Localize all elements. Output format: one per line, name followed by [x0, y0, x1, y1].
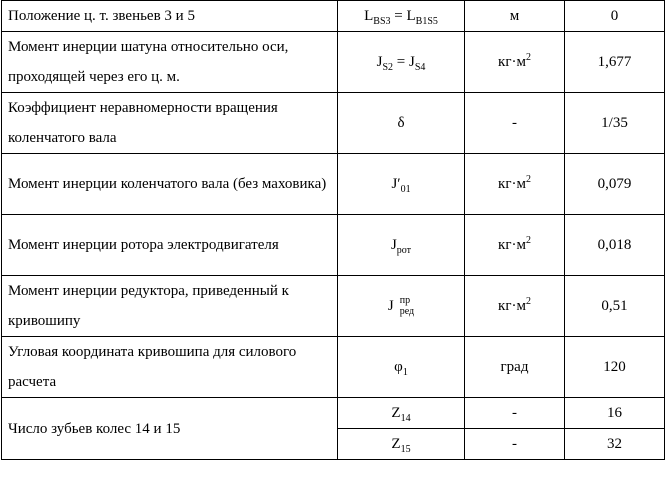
- table-row: [2, 398, 665, 429]
- param-value: 0,018: [565, 215, 665, 276]
- table-row: [2, 215, 665, 276]
- param-name: Число зубьев колес 14 и 15: [2, 398, 338, 460]
- param-value: 0: [565, 1, 665, 32]
- param-value: 0,079: [565, 154, 665, 215]
- table-row: [2, 276, 665, 337]
- param-value: 1,677: [565, 32, 665, 93]
- param-unit: м: [465, 1, 565, 32]
- param-value: 32: [565, 429, 665, 460]
- param-unit: $кг\cdot м^2$: [465, 154, 565, 215]
- param-unit: $кг\cdot м^2$: [465, 32, 565, 93]
- param-name: Коэффициент неравномерности вращения коленчатого вала: [2, 93, 338, 154]
- param-value: 16: [565, 398, 665, 429]
- param-name: Момент инерции редуктора, приведенный к кривошипу: [2, 276, 338, 337]
- param-unit: -: [465, 93, 565, 154]
- param-value: 120: [565, 337, 665, 398]
- table-row: [2, 154, 665, 215]
- param-value: 0,51: [565, 276, 665, 337]
- table-row: [2, 1, 665, 32]
- param-symbol: J пр ред: [338, 276, 465, 337]
- param-unit: $кг\cdot м^2$: [465, 215, 565, 276]
- param-symbol: $J_{S2} = J_{S4}$: [338, 32, 465, 93]
- table-row: [2, 337, 665, 398]
- param-name: Момент инерции коленчатого вала (без маховика): [2, 154, 338, 215]
- param-name: Момент инерции шатуна относительно оси, проходящей через его ц. м.: [2, 32, 338, 93]
- param-value: 1/35: [565, 93, 665, 154]
- param-unit: -: [465, 429, 565, 460]
- param-symbol: $\varphi_1$: [338, 337, 465, 398]
- param-name: Положение ц. т. звеньев 3 и 5: [2, 1, 338, 32]
- param-unit: -: [465, 398, 565, 429]
- param-symbol: $J'_{01}$: [338, 154, 465, 215]
- parameters-table: [1, 0, 665, 460]
- param-symbol: $J_{рот}$: [338, 215, 465, 276]
- param-name: Угловая координата кривошипа для силового расчета: [2, 337, 338, 398]
- table-row: [2, 93, 665, 154]
- param-symbol: $Z_{14}$: [338, 398, 465, 429]
- param-unit: $кг\cdot м^2$: [465, 276, 565, 337]
- param-unit: град: [465, 337, 565, 398]
- param-symbol: $L_{BS3} = L_{B1S5}$: [338, 1, 465, 32]
- table-row: [2, 32, 665, 93]
- param-name: Момент инерции ротора электродвигателя: [2, 215, 338, 276]
- param-symbol: δ: [338, 93, 465, 154]
- param-symbol: $Z_{15}$: [338, 429, 465, 460]
